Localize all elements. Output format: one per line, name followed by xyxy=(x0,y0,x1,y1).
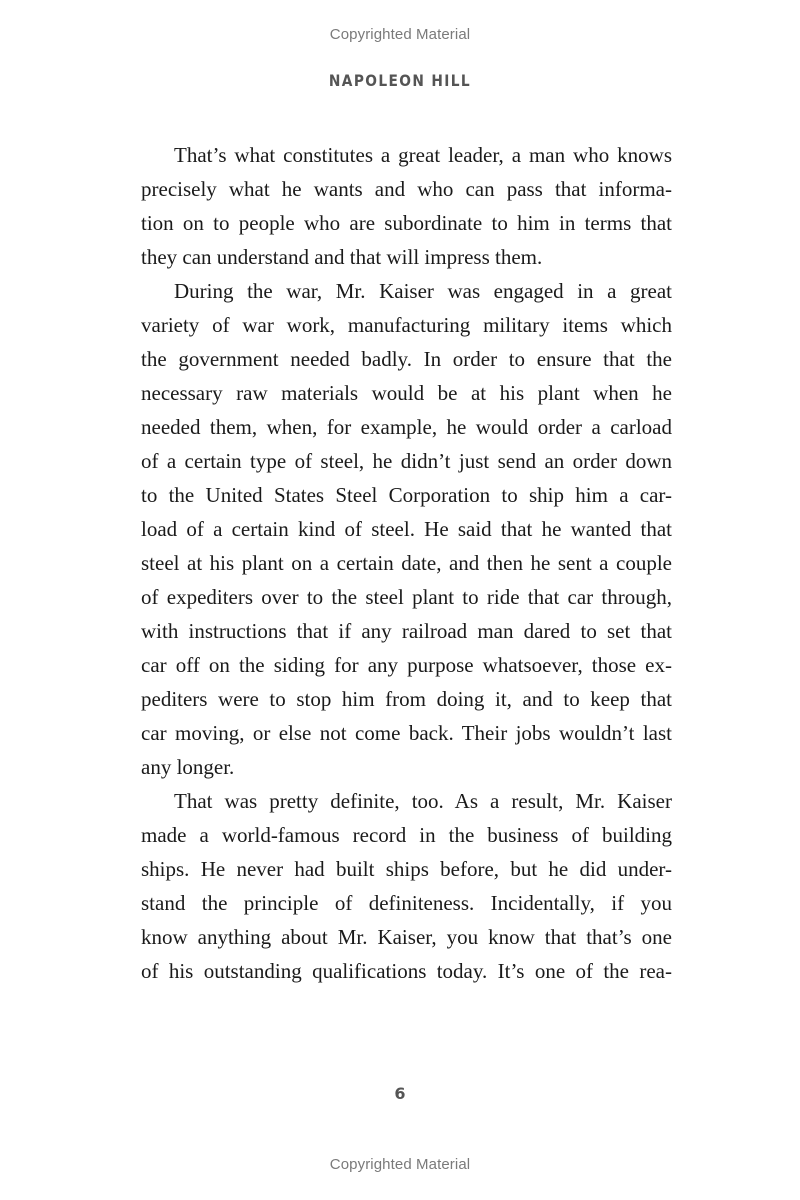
body-text xyxy=(141,138,672,988)
text-line: precisely what he wants and who can pass that informa- xyxy=(141,177,672,201)
text-line: they can understand and that will impress them. xyxy=(141,245,543,269)
text-line: car moving, or else not come back. Their jobs wouldn’t last xyxy=(141,721,672,745)
text-line: That’s what constitutes a great leader, a man who knows xyxy=(174,143,672,167)
paragraph-2 xyxy=(141,274,672,784)
text-line: with instructions that if any railroad man dared to set that xyxy=(141,619,672,643)
text-line: During the war, Mr. Kaiser was engaged in a great xyxy=(174,279,672,303)
text-line: steel at his plant on a certain date, and then he sent a couple xyxy=(141,551,672,575)
page-number: 6 xyxy=(394,1084,406,1103)
text-line: That was pretty definite, too. As a result, Mr. Kaiser xyxy=(174,789,672,813)
paragraph-3 xyxy=(141,784,672,988)
text-line: needed them, when, for example, he would order a carload xyxy=(141,415,672,439)
text-line: stand the principle of definiteness. Incidentally, if you xyxy=(141,891,672,915)
text-line: pediters were to stop him from doing it, and to keep that xyxy=(141,687,672,711)
copyright-watermark-bottom: Copyrighted Material xyxy=(329,1156,471,1173)
text-line: car off on the siding for any purpose whatsoever, those ex- xyxy=(141,653,672,677)
text-line: the government needed badly. In order to ensure that the xyxy=(141,347,672,371)
text-line: load of a certain kind of steel. He said that he wanted that xyxy=(141,517,672,541)
text-line: necessary raw materials would be at his plant when he xyxy=(141,381,672,405)
text-line: any longer. xyxy=(141,755,235,779)
text-line: ships. He never had built ships before, but he did under- xyxy=(141,857,672,881)
text-line: of a certain type of steel, he didn’t just send an order down xyxy=(141,449,672,473)
text-line: tion on to people who are subordinate to him in terms that xyxy=(141,211,672,235)
text-line: variety of war work, manufacturing military items which xyxy=(141,313,672,337)
text-line: of expediters over to the steel plant to ride that car through, xyxy=(141,585,672,609)
copyright-watermark-top: Copyrighted Material xyxy=(329,26,471,43)
text-line: made a world-famous record in the business of building xyxy=(141,823,672,847)
text-line: know anything about Mr. Kaiser, you know that that’s one xyxy=(141,925,672,949)
paragraph-1 xyxy=(141,138,672,274)
text-line: to the United States Steel Corporation to ship him a car- xyxy=(141,483,672,507)
running-head-author: NAPOLEON HILL xyxy=(328,71,472,90)
text-line: of his outstanding qualifications today. It’s one of the rea- xyxy=(141,959,672,983)
